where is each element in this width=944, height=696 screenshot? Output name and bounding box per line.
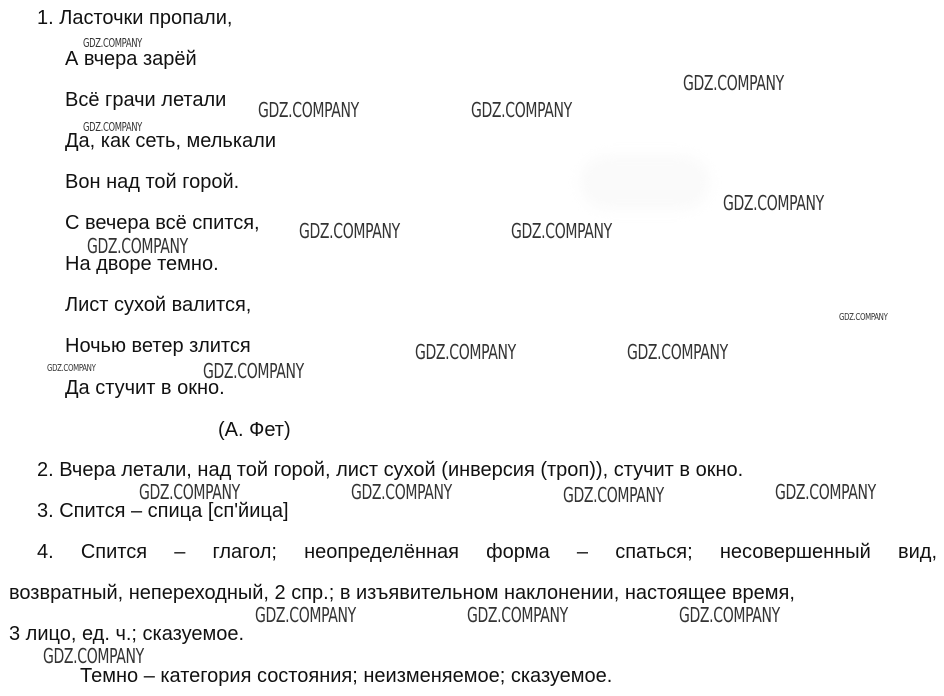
poem-author: (А. Фет) [218,419,291,441]
poem-line-9: Ночью ветер злится [65,335,251,357]
watermark: GDZ.COMPANY [627,340,728,364]
watermark: GDZ.COMPANY [351,480,452,504]
watermark: GDZ.COMPANY [43,644,144,668]
blurred-patch [580,155,710,210]
poem-line-8: Лист сухой валится, [65,294,252,316]
watermark: GDZ.COMPANY [255,603,356,627]
answer-item-2: 2. Вчера летали, над той горой, лист сухой (инверсия (троп)), стучит в окно. [37,459,744,481]
poem-line-7: На дворе темно. [65,253,219,275]
answer-item-4-line-1: 4. Спится – глагол; неопределённая форма – спаться; несовершенный вид, [37,541,937,563]
poem-line-2: А вчера зарёй [65,48,197,70]
watermark: GDZ.COMPANY [83,36,142,50]
watermark: GDZ.COMPANY [139,480,240,504]
watermark: GDZ.COMPANY [415,340,516,364]
poem-line-1: 1. Ласточки пропали, [37,7,233,29]
poem-line-10: Да стучит в окно. [65,377,225,399]
watermark: GDZ.COMPANY [679,603,780,627]
watermark: GDZ.COMPANY [47,363,96,374]
watermark: GDZ.COMPANY [83,120,142,134]
answer-item-3: 3. Спится – спица [сп'йица] [37,500,289,522]
answer-item-5: Темно – категория состояния; неизменяемое; сказуемое. [80,665,613,687]
watermark: GDZ.COMPANY [839,312,888,323]
answer-item-4-line-3: 3 лицо, ед. ч.; сказуемое. [9,623,245,645]
watermark: GDZ.COMPANY [87,234,188,258]
poem-line-6: С вечера всё спится, [65,212,260,234]
poem-line-5: Вон над той горой. [65,171,240,193]
watermark: GDZ.COMPANY [299,219,400,243]
watermark: GDZ.COMPANY [683,71,784,95]
watermark: GDZ.COMPANY [467,603,568,627]
poem-line-3: Всё грачи летали [65,89,227,111]
answer-item-4-line-2: возвратный, непереходный, 2 спр.; в изъявительном наклонении, настоящее время, [9,582,795,604]
watermark: GDZ.COMPANY [471,98,572,122]
watermark: GDZ.COMPANY [563,483,664,507]
poem-line-4: Да, как сеть, мелькали [65,130,277,152]
watermark: GDZ.COMPANY [511,219,612,243]
watermark: GDZ.COMPANY [258,98,359,122]
watermark: GDZ.COMPANY [723,191,824,215]
watermark: GDZ.COMPANY [775,480,876,504]
watermark: GDZ.COMPANY [203,359,304,383]
